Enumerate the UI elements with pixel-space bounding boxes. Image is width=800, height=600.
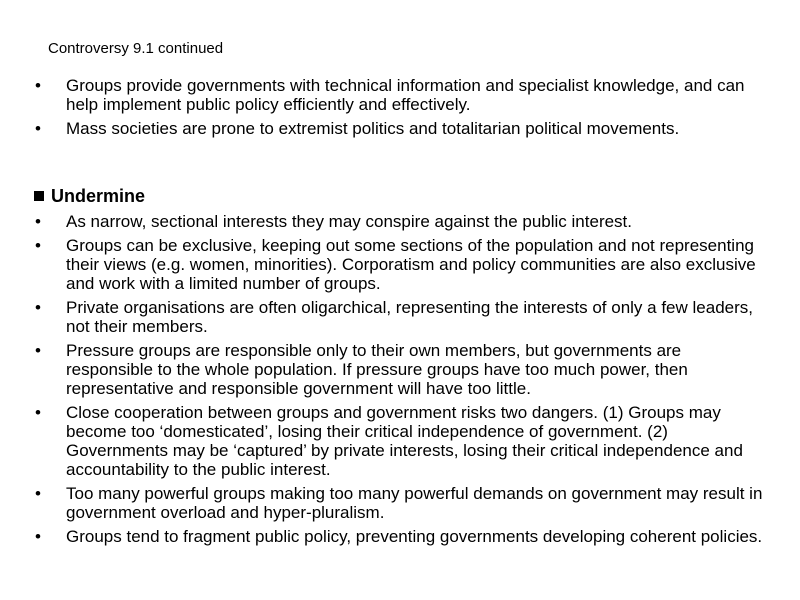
bullet-text: Too many powerful groups making too many powerful demands on government may result in government overload and hyper-pluralism.	[66, 484, 763, 522]
bullet-marker: •	[35, 403, 41, 422]
bullet-marker: •	[35, 212, 41, 231]
bullet-marker: •	[35, 119, 41, 138]
section-heading-undermine	[34, 186, 145, 207]
bullet-marker: •	[35, 76, 41, 95]
bullet-item	[0, 298, 800, 336]
square-bullet-icon	[34, 191, 44, 201]
bullet-marker: •	[35, 298, 41, 317]
bullet-item	[0, 341, 800, 398]
bullet-item	[0, 119, 800, 138]
bullet-text: Close cooperation between groups and government risks two dangers. (1) Groups may become too ‘domesticated’, losing their critical independence of government. (2) Governments may be ‘captured’ by private interests, losing their critical independence and accountability to the public interest.	[66, 403, 743, 479]
bullet-marker: •	[35, 236, 41, 255]
undermine-bullet-list	[0, 212, 800, 551]
bullet-marker: •	[35, 484, 41, 503]
bullet-text: Pressure groups are responsible only to their own members, but governments are responsible to the whole population. If pressure groups have too much power, then representative and responsible government will have too little.	[66, 341, 688, 398]
bullet-text: Groups provide governments with technical information and specialist knowledge, and can help implement public policy efficiently and effectively.	[66, 76, 745, 114]
bullet-item	[0, 484, 800, 522]
bullet-item	[0, 403, 800, 479]
bullet-item	[0, 527, 800, 546]
bullet-text: Mass societies are prone to extremist politics and totalitarian political movements.	[66, 119, 680, 138]
bullet-text: Groups can be exclusive, keeping out some sections of the population and not representing their views (e.g. women, minorities). Corporatism and policy communities are also exclusive and work with a limited number of groups.	[66, 236, 756, 293]
bullet-text: Groups tend to fragment public policy, preventing governments developing coherent policies.	[66, 527, 763, 546]
bullet-item	[0, 236, 800, 293]
bullet-marker: •	[35, 527, 41, 546]
bullet-marker: •	[35, 341, 41, 360]
bullet-item	[0, 76, 800, 114]
support-bullet-list	[0, 76, 800, 143]
section-heading-text: Undermine	[51, 186, 146, 206]
bullet-text: As narrow, sectional interests they may conspire against the public interest.	[66, 212, 633, 231]
bullet-item	[0, 212, 800, 231]
slide-title: Controversy 9.1 continued	[48, 40, 224, 57]
bullet-text: Private organisations are often oligarchical, representing the interests of only a few leaders, not their members.	[66, 298, 753, 336]
